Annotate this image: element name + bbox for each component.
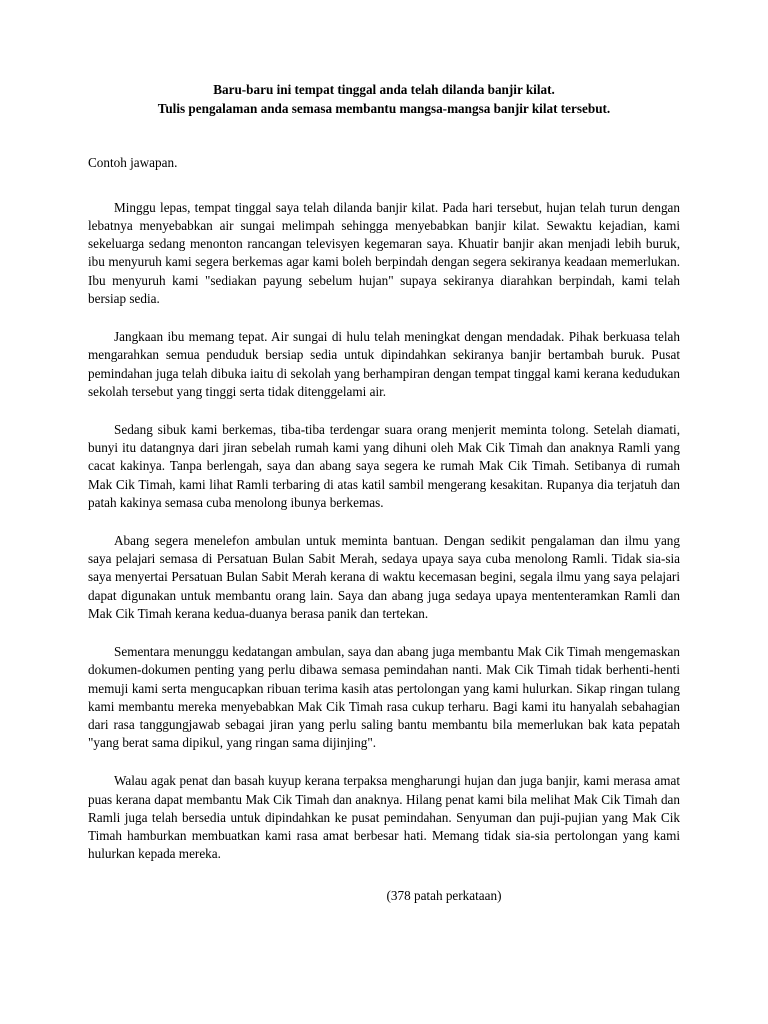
- document-title: [88, 80, 680, 118]
- word-count: (378 patah perkataan): [386, 887, 502, 903]
- paragraph-5: Sementara menunggu kedatangan ambulan, saya dan abang juga membantu Mak Cik Timah mengemaskan dokumen-dokumen penting yang perlu dibawa semasa pemindahan nanti. Mak Cik Timah tidak berhenti-henti memuji kami serta mengucapkan ribuan terima kasih atas pertolongan yang kami hulurkan. Sikap ringan tulang kami membantu mereka menyebabkan Mak Cik Timah rasa cukup terharu. Bagi kami itu hanyalah sebahagian dari rasa tanggungjawab sebagai jiran yang perlu saling bantu membantu bila memerlukan bak kata pepatah "yang berat sama dipikul, yang ringan sama dijinjing".: [88, 644, 680, 751]
- title-line-2: Tulis pengalaman anda semasa membantu mangsa-mangsa banjir kilat tersebut.: [157, 101, 611, 117]
- paragraph-3: Sedang sibuk kami berkemas, tiba-tiba terdengar suara orang menjerit meminta tolong. Setelah diamati, bunyi itu datangnya dari jiran sebelah rumah kami yang dihuni oleh Mak Cik Timah dan anaknya Ramli yang cacat kakinya. Tanpa berlengah, saya dan abang saya segera ke rumah Mak Cik Timah. Setibanya di rumah Mak Cik Timah, kami lihat Ramli terbaring di atas katil sambil mengerang kesakitan. Rupanya dia terjatuh dan patah kakinya semasa cuba menolong ibunya berkemas.: [88, 421, 680, 510]
- paragraph-2: Jangkaan ibu memang tepat. Air sungai di hulu telah meningkat dengan mendadak. Pihak berkuasa telah mengarahkan semua penduduk bersiap sedia untuk dipindahkan sekiranya banjir bertambah buruk. Pusat pemindahan juga telah dibuka iaitu di sekolah yang berhampiran dengan tempat tinggal kami kerana kedudukan sekolah tersebut yang tinggi serta tidak ditenggelami air.: [88, 329, 680, 399]
- title-line-1: Baru-baru ini tempat tinggal anda telah dilanda banjir kilat.: [213, 82, 555, 97]
- paragraph-4: Abang segera menelefon ambulan untuk meminta bantuan. Dengan sedikit pengalaman dan ilmu yang saya pelajari semasa di Persatuan Bulan Sabit Merah, sedaya upaya saya cuba menolong Ramli. Tidak sia-sia saya menyertai Persatuan Bulan Sabit Merah kerana di waktu kecemasan begini, segala ilmu yang saya pelajari dapat digunakan untuk membantu orang lain. Saya dan abang juga sedaya upaya mententeramkan Ramli dan Mak Cik Timah kerana kedua-duanya berasa panik dan tertekan.: [88, 533, 680, 621]
- paragraph-6: Walau agak penat dan basah kuyup kerana terpaksa mengharungi hujan dan juga banjir, kami merasa amat puas kerana dapat membantu Mak Cik Timah dan anaknya. Hilang penat kami bila melihat Mak Cik Timah dan Ramli juga telah bersedia untuk dipindahkan ke pusat pemindahan. Senyuman dan puji-pujian yang Mak Cik Timah hamburkan membuatkan kami rasa amat berbesar hati. Memang tidak sia-sia pertolongan yang kami hulurkan kepada mereka.: [88, 773, 680, 862]
- paragraph-1: Minggu lepas, tempat tinggal saya telah dilanda banjir kilat. Pada hari tersebut, hujan telah turun dengan lebatnya menyebabkan air sungai melimpah sehingga menyebabkan banjir kilat. Sewaktu kejadian, kami sekeluarga sedang menonton rancangan televisyen kegemaran saya. Khuatir banjir akan menjadi lebih buruk, ibu menyuruh kami segera berkemas agar kami boleh berpindah dengan segera sekiranya keadaan memerlukan. Ibu menyuruh kami "sediakan payung sebelum hujan" supaya sekiranya diarahkan berpindah, kami telah bersiap sedia.: [88, 199, 680, 306]
- sample-answer-label: Contoh jawapan.: [88, 155, 178, 171]
